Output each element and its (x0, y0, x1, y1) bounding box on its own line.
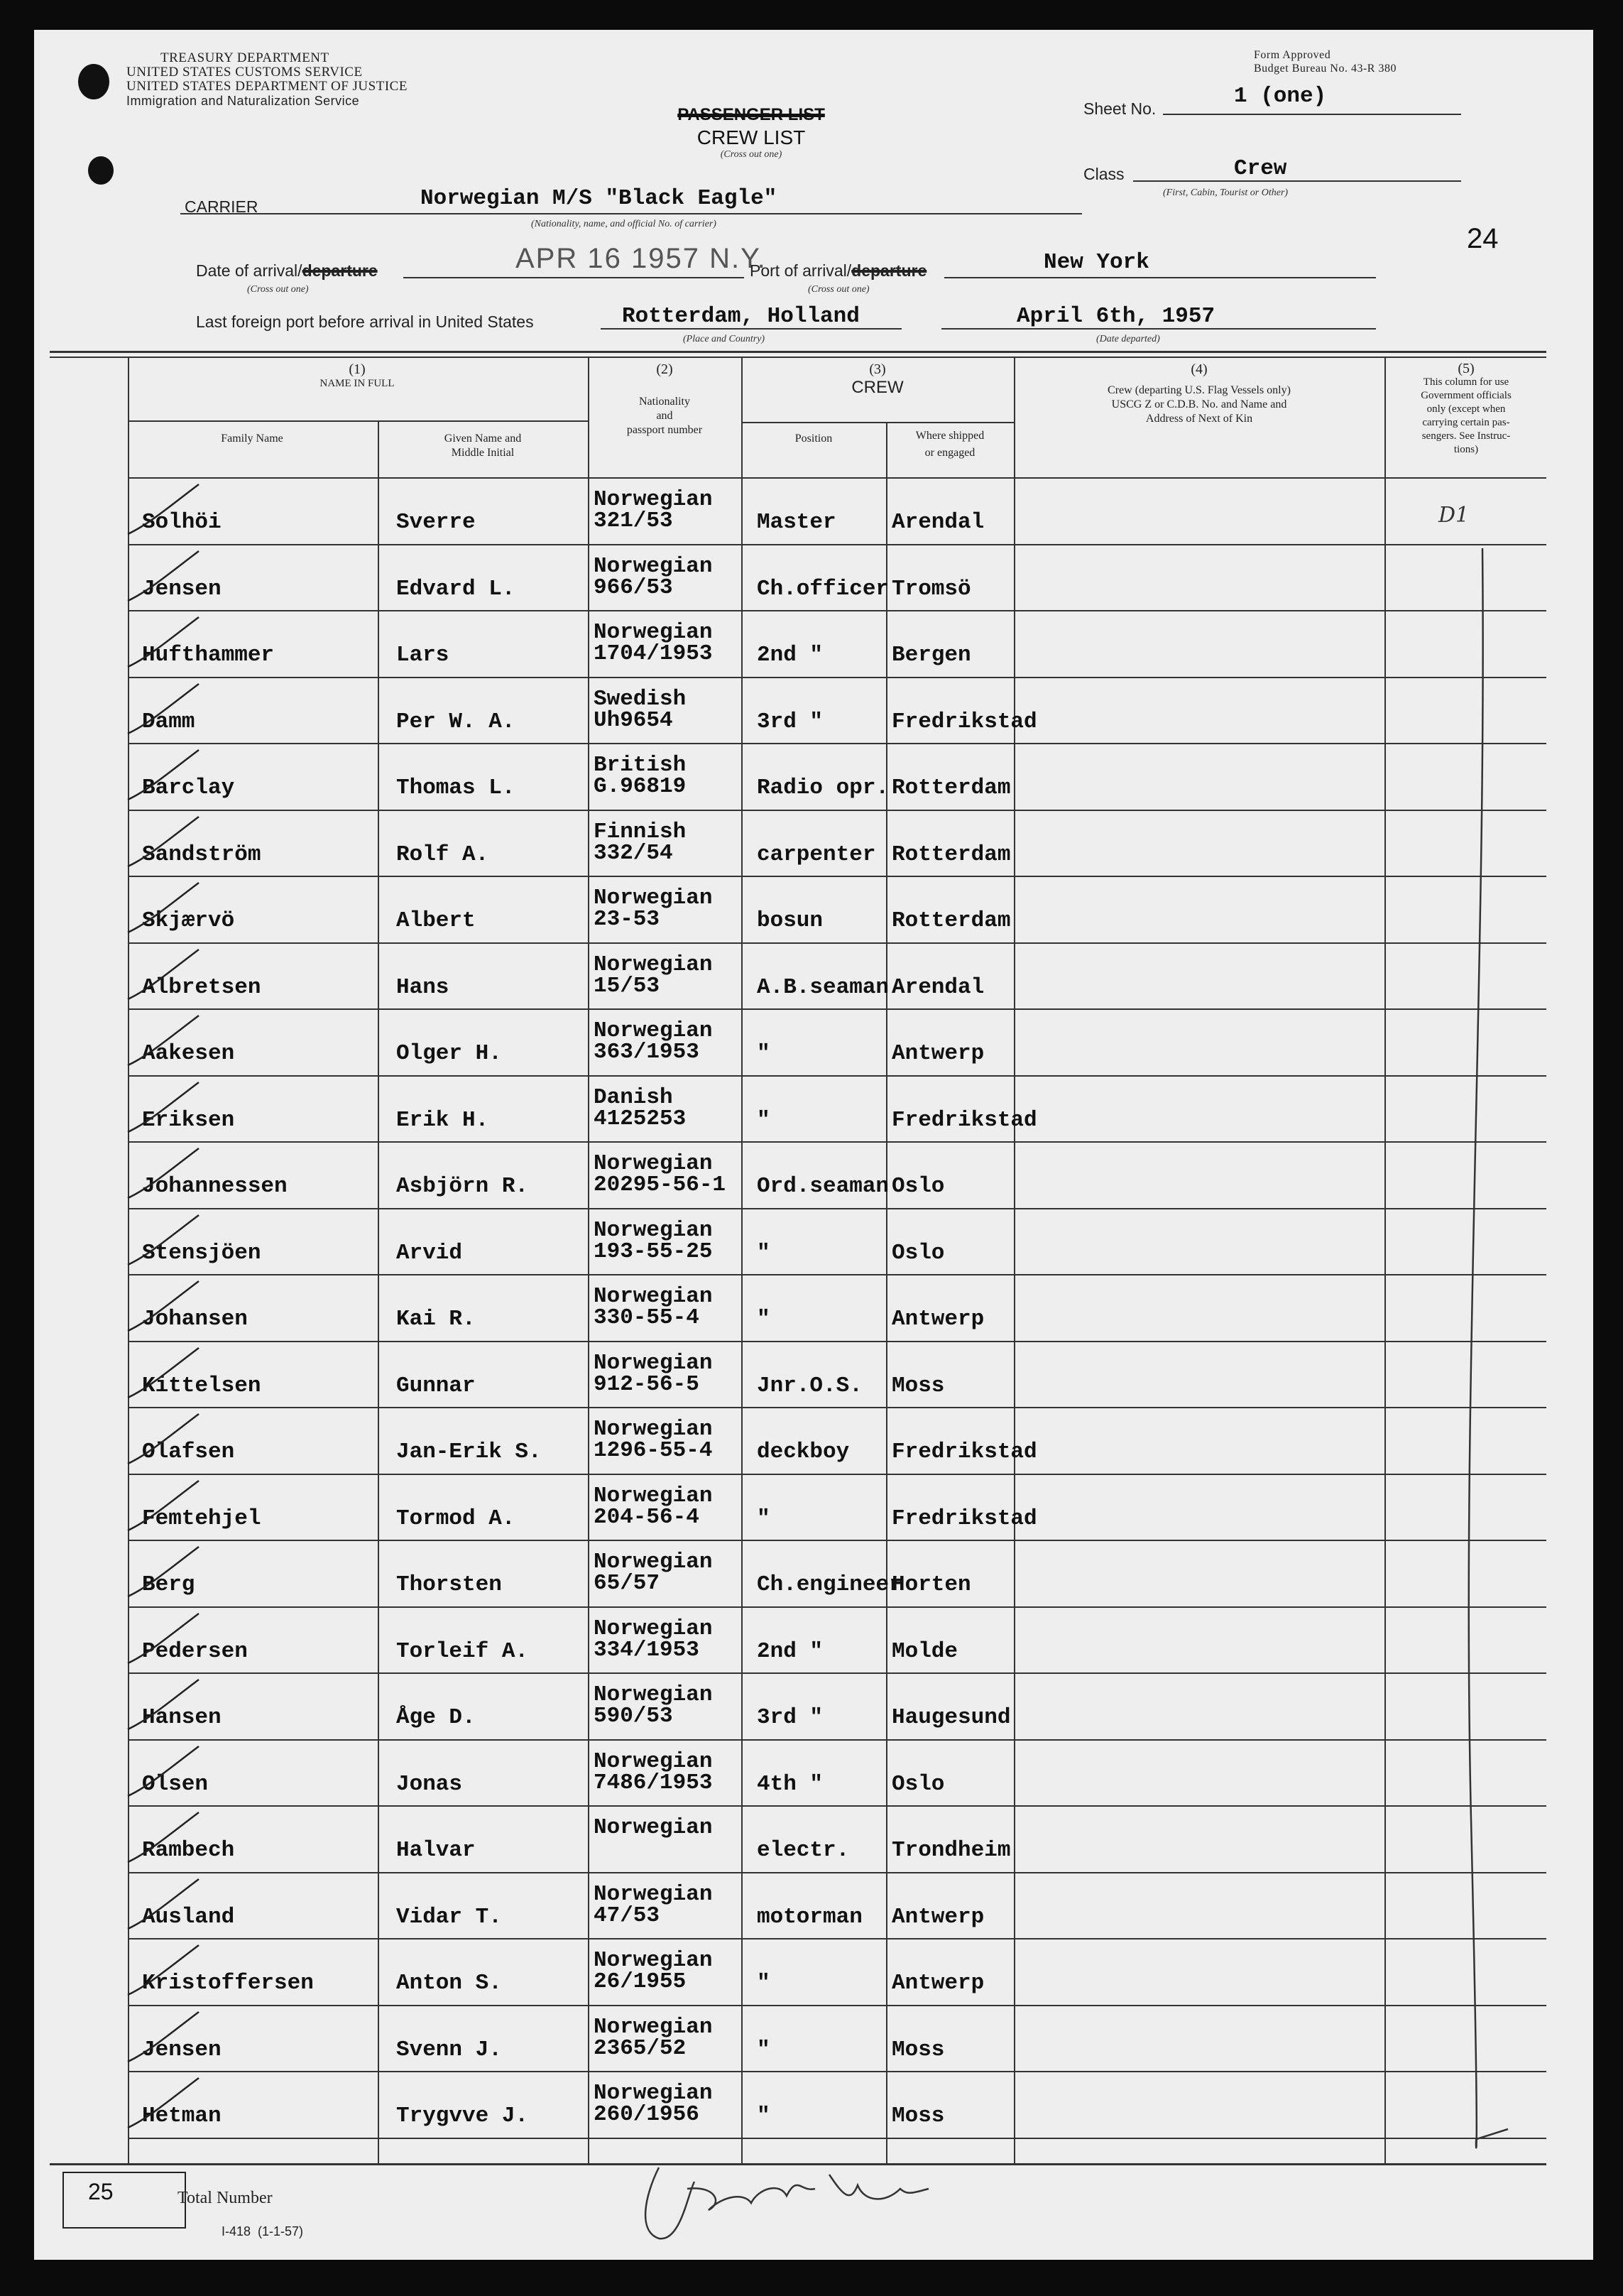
passport-number: 332/54 (594, 841, 673, 866)
nationality: Norwegian (594, 1351, 713, 1376)
nationality: Norwegian (594, 1284, 713, 1309)
check-mark (128, 1614, 199, 1663)
given-name: Edvard L. (396, 577, 515, 602)
where-shipped: Moss (892, 1373, 945, 1398)
where-shipped: Horten (892, 1572, 971, 1597)
family-name: Aakesen (142, 1041, 235, 1066)
position: 2nd " (757, 1639, 824, 1664)
given-name: Jan-Erik S. (396, 1440, 542, 1464)
departed-value: April 6th, 1957 (1017, 304, 1215, 329)
where-shipped: Antwerp (892, 1041, 985, 1066)
cross-out-note: (Cross out one) (720, 149, 782, 160)
passport-number: 65/57 (594, 1571, 660, 1596)
nationality: Norwegian (594, 1417, 713, 1442)
given-name: Vidar T. (396, 1905, 502, 1930)
family-name: Johannessen (142, 1174, 288, 1199)
given-name: Jonas (396, 1772, 463, 1797)
family-name: Solhöi (142, 510, 222, 535)
where-shipped: Rotterdam (892, 908, 1011, 933)
check-mark (128, 2078, 199, 2128)
nationality: Norwegian (594, 1948, 713, 1973)
nationality: Norwegian (594, 1616, 713, 1641)
total-number-label: Total Number (177, 2189, 273, 2207)
given-name: Gunnar (396, 1373, 476, 1398)
agency-line-2: UNITED STATES CUSTOMS SERVICE (126, 65, 363, 80)
check-mark (128, 1812, 199, 1862)
class-label: Class (1083, 165, 1125, 183)
where-shipped: Arendal (892, 510, 985, 535)
position: 3rd " (757, 709, 824, 734)
col1-title: NAME IN FULL (319, 378, 395, 389)
given-name: Åge D. (396, 1705, 476, 1730)
passport-number: 330-55-4 (594, 1305, 699, 1330)
nationality: Norwegian (594, 1484, 713, 1508)
check-mark (128, 684, 199, 734)
check-mark (128, 1348, 199, 1398)
passport-number: 912-56-5 (594, 1372, 699, 1397)
col1b-line1: Given Name and (444, 432, 522, 445)
where-shipped: Antwerp (892, 1307, 985, 1332)
date-cross-note: (Cross out one) (247, 284, 309, 295)
col3-num: (3) (869, 361, 886, 377)
given-name: Anton S. (396, 1971, 502, 1996)
check-mark (128, 1281, 199, 1331)
last-port-value: Rotterdam, Holland (622, 304, 860, 329)
departed-note: (Date departed) (1096, 334, 1160, 344)
passport-number: 1704/1953 (594, 641, 713, 666)
check-mark (128, 1148, 199, 1198)
check-mark (128, 2012, 199, 2062)
family-name: Stensjöen (142, 1241, 261, 1266)
nationality: Norwegian (594, 2081, 713, 2106)
col1b-line2: Middle Initial (451, 447, 515, 459)
where-shipped: Molde (892, 1639, 958, 1664)
passport-number: 363/1953 (594, 1040, 699, 1065)
where-shipped: Fredrikstad (892, 1506, 1037, 1531)
nationality: Norwegian (594, 554, 713, 579)
family-name: Johansen (142, 1307, 248, 1332)
col1-num: (1) (349, 361, 366, 377)
given-name: Sverre (396, 510, 476, 535)
col4-l3: Address of Next of Kin (1145, 413, 1253, 425)
position: " (757, 2037, 770, 2062)
col5-l6: tions) (1453, 444, 1479, 455)
where-shipped: Moss (892, 2037, 945, 2062)
given-name: Per W. A. (396, 709, 515, 734)
crew-list-title: CREW LIST (696, 126, 806, 148)
family-name: Eriksen (142, 1108, 235, 1133)
family-name: Olsen (142, 1772, 209, 1797)
family-name: Rambech (142, 1838, 235, 1863)
budget-bureau-no: Budget Bureau No. 43-R 380 (1254, 62, 1397, 75)
position: Ch.officer (757, 577, 890, 602)
col5-l3: only (except when (1426, 403, 1506, 415)
nationality: Norwegian (594, 487, 713, 512)
nationality: Swedish (594, 687, 687, 712)
passport-number: 15/53 (594, 974, 660, 999)
family-name: Olafsen (142, 1440, 235, 1464)
position: Ch.engineer (757, 1572, 902, 1597)
last-port-label: Last foreign port before arrival in United States (196, 312, 534, 331)
nationality: Norwegian (594, 1550, 713, 1574)
where-shipped: Antwerp (892, 1905, 985, 1930)
check-marks-layer (34, 30, 1593, 2260)
nationality: Norwegian (594, 620, 713, 645)
given-name: Halvar (396, 1838, 476, 1863)
crew-list-document (34, 30, 1593, 2260)
position: Radio opr. (757, 776, 890, 800)
family-name: Jensen (142, 577, 222, 602)
given-name: Kai R. (396, 1307, 476, 1332)
col4-num: (4) (1191, 361, 1208, 377)
arrival-date-stamp: APR 16 1957 (515, 243, 700, 274)
col3b-line2: or engaged (924, 447, 976, 459)
position: 3rd " (757, 1705, 824, 1730)
col2-l2: and (656, 410, 673, 422)
family-name: Kittelsen (142, 1373, 261, 1398)
carrier-note: (Nationality, name, and official No. of carrier) (531, 219, 716, 229)
position: " (757, 1108, 770, 1133)
passport-number: Uh9654 (594, 708, 673, 733)
nationality: Finnish (594, 820, 687, 844)
total-number-value: 25 (88, 2179, 114, 2204)
nationality: Norwegian (594, 1151, 713, 1176)
given-name: Rolf A. (396, 842, 489, 867)
nationality: Norwegian (594, 1749, 713, 1774)
given-name: Trygvve J. (396, 2104, 529, 2128)
family-name: Berg (142, 1572, 195, 1597)
where-shipped: Bergen (892, 643, 971, 668)
family-name: Hansen (142, 1705, 222, 1730)
where-shipped: Fredrikstad (892, 709, 1037, 734)
carrier-label: CARRIER (185, 197, 258, 216)
family-name: Barclay (142, 776, 235, 800)
nationality: British (594, 753, 687, 778)
check-mark (128, 1945, 199, 1995)
col3b-line1: Where shipped (915, 430, 985, 442)
col5-l4: carrying certain pas- (1422, 417, 1510, 428)
position: electr. (757, 1838, 850, 1863)
passport-number: G.96819 (594, 774, 687, 799)
port-cross-note: (Cross out one) (808, 284, 870, 295)
check-mark (128, 1547, 199, 1596)
col2-l3: passport number (626, 424, 703, 436)
sheet-label: Sheet No. (1083, 99, 1157, 118)
nationality: Norwegian (594, 1218, 713, 1243)
col4-l1: Crew (departing U.S. Flag Vessels only) (1108, 384, 1291, 396)
col1a-header: Family Name (221, 432, 283, 445)
where-shipped: Antwerp (892, 1971, 985, 1996)
col4-l2: USCG Z or C.D.B. No. and Name and (1111, 398, 1287, 410)
family-name: Sandström (142, 842, 261, 867)
nationality: Norwegian (594, 952, 713, 977)
check-mark (128, 1879, 199, 1929)
check-mark (128, 1414, 199, 1464)
position: carpenter (757, 842, 876, 867)
where-shipped: Rotterdam (892, 842, 1011, 867)
position: 4th " (757, 1772, 824, 1797)
where-shipped: Moss (892, 2104, 945, 2128)
passport-number: 2365/52 (594, 2036, 687, 2061)
passport-number: 334/1953 (594, 1638, 699, 1663)
passport-number: 260/1956 (594, 2102, 699, 2127)
given-name: Torleif A. (396, 1639, 529, 1664)
nationality: Norwegian (594, 1815, 713, 1840)
position: motorman (757, 1905, 863, 1930)
agency-line-3: UNITED STATES DEPARTMENT OF JUSTICE (126, 79, 408, 94)
given-name: Olger H. (396, 1041, 502, 1066)
check-mark (128, 817, 199, 866)
check-mark (128, 551, 199, 601)
where-shipped: Haugesund (892, 1705, 1011, 1730)
given-name: Arvid (396, 1241, 463, 1266)
passport-number: 321/53 (594, 508, 673, 533)
form-approved: Form Approved (1254, 49, 1331, 61)
passport-number: 7486/1953 (594, 1770, 713, 1795)
position: Master (757, 510, 836, 535)
position: " (757, 1971, 770, 1996)
position: A.B.seaman (757, 975, 890, 1000)
check-mark (128, 1680, 199, 1729)
passport-number: 4125253 (594, 1106, 687, 1131)
family-name: Hetman (142, 2104, 222, 2128)
given-name: Erik H. (396, 1108, 489, 1133)
last-port-note: (Place and Country) (683, 334, 765, 344)
where-shipped: Fredrikstad (892, 1108, 1037, 1133)
passport-number: 26/1955 (594, 1969, 687, 1994)
check-mark (128, 1746, 199, 1796)
passport-number: 966/53 (594, 575, 673, 600)
given-name: Svenn J. (396, 2037, 502, 2062)
sheet-value: 1 (one) (1234, 84, 1327, 109)
col3a-header: Position (794, 432, 833, 445)
port-crossed: departure (851, 261, 927, 280)
carrier-value: Norwegian M/S "Black Eagle" (420, 186, 777, 211)
given-name: Thorsten (396, 1572, 502, 1597)
col5-l1: This column for use (1423, 376, 1509, 388)
family-name: Kristoffersen (142, 1971, 314, 1996)
class-value: Crew (1234, 156, 1287, 181)
agency-line-1: TREASURY DEPARTMENT (160, 50, 329, 65)
crossed-title: PASSENGER LIST (677, 105, 825, 124)
check-mark (128, 484, 199, 534)
family-name: Albretsen (142, 975, 261, 1000)
check-mark (128, 883, 199, 932)
where-shipped: Oslo (892, 1772, 945, 1797)
given-name: Thomas L. (396, 776, 515, 800)
official-annotation: D1 (1438, 503, 1470, 528)
nationality: Danish (594, 1085, 673, 1110)
agency-line-4: Immigration and Naturalization Service (126, 94, 360, 108)
position: " (757, 1307, 770, 1332)
col2-num: (2) (656, 361, 673, 377)
check-mark (128, 1016, 199, 1065)
nationality: Norwegian (594, 1682, 713, 1707)
position: " (757, 1506, 770, 1531)
col5-num: (5) (1458, 361, 1475, 376)
position: " (757, 1241, 770, 1266)
passport-number: 20295-56-1 (594, 1173, 726, 1197)
family-name: Jensen (142, 2037, 222, 2062)
where-shipped: Oslo (892, 1174, 945, 1199)
date-label: Date of arrival/ (196, 261, 302, 280)
family-name: Pedersen (142, 1639, 248, 1664)
port-value: New York (1044, 250, 1149, 275)
given-name: Asbjörn R. (396, 1174, 529, 1199)
col3-title: CREW (851, 378, 904, 397)
check-mark (128, 1215, 199, 1265)
check-mark (128, 1082, 199, 1132)
col2-l1: Nationality (639, 396, 690, 408)
passport-number: 590/53 (594, 1704, 673, 1729)
nationality: Norwegian (594, 1882, 713, 1907)
check-mark (128, 617, 199, 667)
page-number: 24 (1467, 223, 1499, 254)
position: 2nd " (757, 643, 824, 668)
passport-number: 47/53 (594, 1903, 660, 1928)
passport-number: 1296-55-4 (594, 1438, 713, 1463)
where-shipped: Arendal (892, 975, 985, 1000)
date-crossed: departure (302, 261, 378, 280)
position: " (757, 2104, 770, 2128)
arrival-city-stamp: N.Y. (709, 243, 767, 274)
family-name: Hufthammer (142, 643, 275, 668)
form-id: I-418 (1-1-57) (222, 2224, 304, 2238)
family-name: Femtehjel (142, 1506, 261, 1531)
given-name: Tormod A. (396, 1506, 515, 1531)
nationality: Norwegian (594, 2015, 713, 2040)
where-shipped: Rotterdam (892, 776, 1011, 800)
family-name: Skjærvö (142, 908, 235, 933)
family-name: Ausland (142, 1905, 235, 1930)
where-shipped: Oslo (892, 1241, 945, 1266)
position: deckboy (757, 1440, 850, 1464)
check-mark (128, 1481, 199, 1530)
where-shipped: Trondheim (892, 1838, 1011, 1863)
position: bosun (757, 908, 824, 933)
given-name: Albert (396, 908, 476, 933)
passport-number: 204-56-4 (594, 1505, 699, 1530)
passport-number: 23-53 (594, 907, 660, 932)
given-name: Hans (396, 975, 449, 1000)
where-shipped: Tromsö (892, 577, 971, 602)
given-name: Lars (396, 643, 449, 668)
family-name: Damm (142, 709, 195, 734)
check-mark (128, 750, 199, 800)
nationality: Norwegian (594, 1018, 713, 1043)
position: Ord.seaman (757, 1174, 890, 1199)
passport-number: 193-55-25 (594, 1239, 713, 1264)
position: Jnr.O.S. (757, 1373, 863, 1398)
class-note: (First, Cabin, Tourist or Other) (1163, 187, 1289, 198)
nationality: Norwegian (594, 886, 713, 910)
where-shipped: Fredrikstad (892, 1440, 1037, 1464)
col5-l2: Government officials (1421, 390, 1512, 401)
col5-l5: sengers. See Instruc- (1421, 430, 1511, 442)
check-mark (128, 950, 199, 999)
position: " (757, 1041, 770, 1066)
port-label: Port of arrival/ (750, 261, 852, 280)
